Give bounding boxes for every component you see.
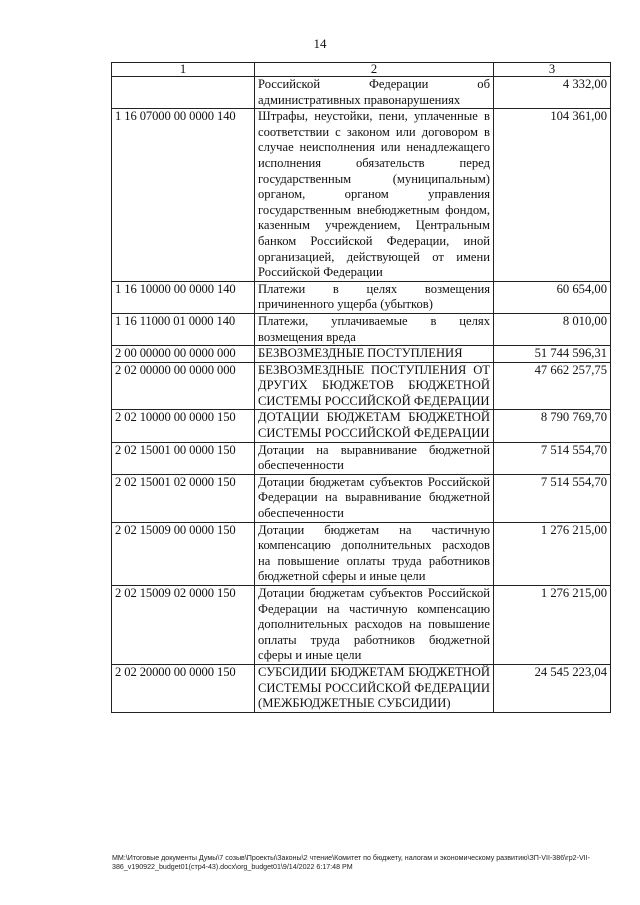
budget-table [111, 62, 611, 713]
footer-path-line-2: 386_v190922_budget01(стр4-43).docx\org_budget01\9/14/2022 6:17:48 PM [112, 863, 353, 872]
row-amount: 51 744 596,31 [494, 346, 611, 363]
row-amount: 1 276 215,00 [494, 586, 611, 665]
table-row [112, 77, 611, 109]
document-path-footer [112, 854, 612, 873]
row-name: Штрафы, неустойки, пени, уплаченные в соответствии с законом или договором в случае неисполнения или ненадлежащего исполнения обязательств перед государственным (муниципальным) органом, органом управления государственным внебюджетным фондом, казенным учреждением, Центральным банком Российской Федерации, иной организацией, действующей от имени Российской Федерации [255, 109, 494, 282]
row-name: СУБСИДИИ БЮДЖЕТАМ БЮДЖЕТНОЙ СИСТЕМЫ РОССИЙСКОЙ ФЕДЕРАЦИИ (МЕЖБЮДЖЕТНЫЕ СУБСИДИИ) [255, 664, 494, 712]
row-code: 2 02 15001 02 0000 150 [112, 474, 255, 522]
table-header-row [112, 63, 611, 77]
row-code: 1 16 11000 01 0000 140 [112, 313, 255, 345]
table-row [112, 109, 611, 282]
row-code [112, 77, 255, 109]
page-number: 14 [313, 36, 327, 51]
header-col-name: 2 [255, 63, 494, 77]
table-row [112, 474, 611, 522]
table-row [112, 362, 611, 410]
row-name: Дотации бюджетам на частичную компенсацию дополнительных расходов на повышение оплаты труда работников бюджетной сферы и иные цели [255, 522, 494, 585]
row-amount: 8 010,00 [494, 313, 611, 345]
row-name: Платежи в целях возмещения причиненного ущерба (убытков) [255, 281, 494, 313]
footer-path-line-1: ММ:\Итоговые документы Думы\7 созыв\Проекты\Законы\2 чтение\Комитет по бюджету, налогам и экономическому развитию\ЗП-VII-386\гр2-VII- [112, 854, 590, 862]
table-row [112, 346, 611, 363]
row-name: Дотации бюджетам субъектов Российской Федерации на выравнивание бюджетной обеспеченности [255, 474, 494, 522]
row-code: 2 00 00000 00 0000 000 [112, 346, 255, 363]
row-amount: 7 514 554,70 [494, 442, 611, 474]
row-name: Платежи, уплачиваемые в целях возмещения вреда [255, 313, 494, 345]
row-code: 2 02 10000 00 0000 150 [112, 410, 255, 442]
table-row [112, 442, 611, 474]
row-amount: 1 276 215,00 [494, 522, 611, 585]
row-amount: 60 654,00 [494, 281, 611, 313]
table-row [112, 281, 611, 313]
table-row [112, 522, 611, 585]
row-code: 1 16 07000 00 0000 140 [112, 109, 255, 282]
row-name: БЕЗВОЗМЕЗДНЫЕ ПОСТУПЛЕНИЯ ОТ ДРУГИХ БЮДЖЕТОВ БЮДЖЕТНОЙ СИСТЕМЫ РОССИЙСКОЙ ФЕДЕРАЦИИ [255, 362, 494, 410]
row-name: ДОТАЦИИ БЮДЖЕТАМ БЮДЖЕТНОЙ СИСТЕМЫ РОССИЙСКОЙ ФЕДЕРАЦИИ [255, 410, 494, 442]
row-amount: 8 790 769,70 [494, 410, 611, 442]
row-code: 2 02 15009 02 0000 150 [112, 586, 255, 665]
row-code: 2 02 15009 00 0000 150 [112, 522, 255, 585]
row-name: Дотации бюджетам субъектов Российской Федерации на частичную компенсацию дополнительных расходов на повышение оплаты труда работников бюджетной сферы и иные цели [255, 586, 494, 665]
row-name: Российской Федерации об административных правонарушениях [255, 77, 494, 109]
row-code: 1 16 10000 00 0000 140 [112, 281, 255, 313]
header-col-amount: 3 [494, 63, 611, 77]
row-amount: 47 662 257,75 [494, 362, 611, 410]
table-row [112, 664, 611, 712]
header-col-code: 1 [112, 63, 255, 77]
row-code: 2 02 15001 00 0000 150 [112, 442, 255, 474]
table-row [112, 586, 611, 665]
table-row [112, 410, 611, 442]
row-name: БЕЗВОЗМЕЗДНЫЕ ПОСТУПЛЕНИЯ [255, 346, 494, 363]
table-row [112, 313, 611, 345]
row-amount: 4 332,00 [494, 77, 611, 109]
row-amount: 7 514 554,70 [494, 474, 611, 522]
row-amount: 24 545 223,04 [494, 664, 611, 712]
row-code: 2 02 00000 00 0000 000 [112, 362, 255, 410]
row-amount: 104 361,00 [494, 109, 611, 282]
row-code: 2 02 20000 00 0000 150 [112, 664, 255, 712]
row-name: Дотации на выравнивание бюджетной обеспеченности [255, 442, 494, 474]
